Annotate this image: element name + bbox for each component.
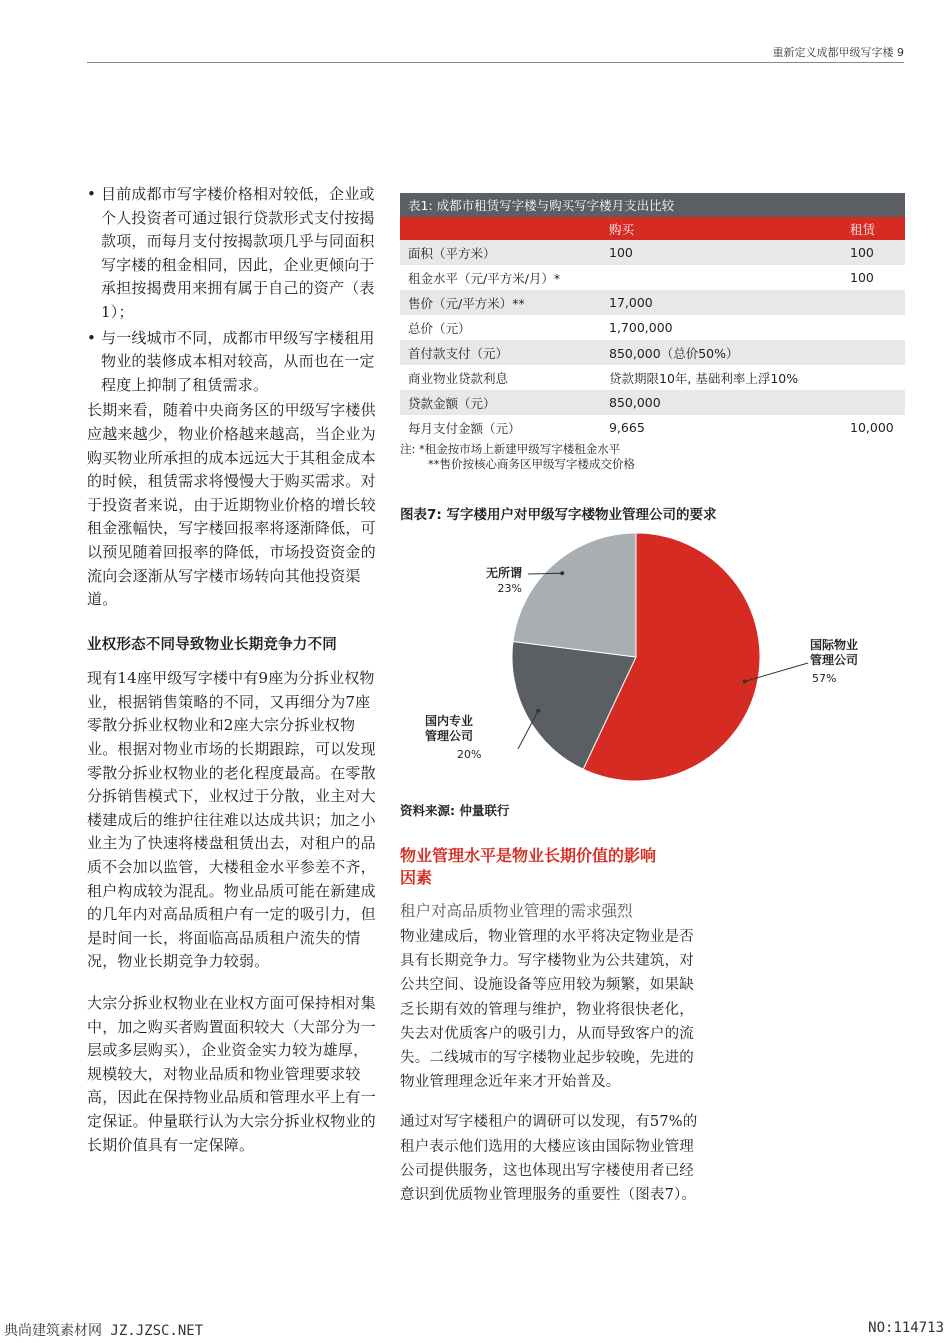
table-row	[400, 340, 905, 365]
leader-domestic-dot	[536, 709, 540, 713]
row-label: 贷款金额（元）	[400, 390, 601, 415]
row-rent: 10,000	[842, 415, 905, 440]
label-international-line2: 管理公司	[810, 653, 859, 667]
bullet-item-2: • 与一线城市不同，成都市甲级写字楼租用物业的装修成本相对较高，从而也在一定程度上抑制了租赁需求。	[87, 327, 383, 398]
paragraph-management: 物业建成后，物业管理的水平将决定物业是否具有长期竞争力。写字楼物业为公共建筑，对公共空间、设施设备等应用较为频繁，如果缺乏长期有效的管理与维护，物业将很快老化，失去对优质客户的吸引力，从而导致客户的流失。二线城市的写字楼物业起步较晚，先进的物业管理理念近年来才开始普及。	[400, 929, 694, 1091]
header-empty-cell	[400, 217, 601, 240]
table-title-row	[400, 193, 905, 217]
row-rent	[842, 315, 905, 340]
label-domestic-pct: 20%	[457, 748, 482, 761]
row-buy: 850,000（总价50%）	[601, 340, 842, 365]
row-rent: 100	[842, 240, 905, 265]
leader-indifferent-dot	[560, 571, 564, 575]
label-domestic	[425, 714, 481, 762]
figure-source: 资料来源: 仲量联行	[400, 803, 510, 818]
footer-watermark: 典尚建筑素材网 JZ.JZSC.NET	[4, 1323, 204, 1339]
row-rent: 100	[842, 265, 905, 290]
page-number: 9	[897, 46, 904, 59]
left-column	[87, 183, 383, 1157]
label-indifferent	[440, 566, 522, 596]
row-rent	[842, 390, 905, 415]
row-label: 面积（平方米）	[400, 240, 601, 265]
running-header	[773, 44, 905, 60]
label-international-pct: 57%	[812, 672, 837, 685]
leader-international-dot	[743, 679, 747, 683]
row-label: 总价（元）	[400, 315, 601, 340]
row-rent	[842, 365, 905, 390]
table-title: 表1: 成都市租赁写字楼与购买写字楼月支出比较	[400, 193, 905, 217]
section-heading-line1: 物业管理水平是物业长期价值的影响	[400, 846, 657, 865]
section-heading-line2: 因素	[400, 868, 433, 887]
right-text-block	[400, 845, 905, 1207]
table-row	[400, 315, 905, 340]
label-domestic-line2: 管理公司	[425, 729, 474, 743]
row-rent	[842, 290, 905, 315]
table-header-row	[400, 217, 905, 240]
paragraph-long-term: 长期来看，随着中央商务区的甲级写字楼供应越来越少，物业价格越来越高，当企业为购买物业所承担的成本远远大于其租金成本的时候，租赁需求将慢慢大于购买需求。对于投资者来说，由于近期物业价格的增长较租金涨幅快，写字楼回报率将逐渐降低，可以预见随着回报率的降低，市场投资资金的流向会逐渐从写字楼市场转向其他投资渠道。	[87, 401, 376, 609]
paragraph-ownership: 现有14座甲级写字楼中有9座为分拆业权物业，根据销售策略的不同，又再细分为7座零散分拆业权物业和2座大宗分拆业权物业。根据对物业市场的长期跟踪，可以发现零散分拆业权物业的老化程度最高。在零散分拆销售模式下，业权过于分散，业主对大楼建成后的维护往往难以达成共识；加之小业主为了快速将楼盘租赁出去，对租户的品质不会加以监管，大楼租金水平参差不齐，租户构成较为混乱。物业品质可能在新建成的几年内对高品质租户有一定的吸引力，但是时间一长，将面临高品质租户流失的情况，物业长期竞争力较弱。	[87, 669, 376, 971]
comparison-table	[400, 193, 905, 440]
label-domestic-line1: 国内专业	[425, 714, 474, 728]
header-title: 重新定义成都甲级写字楼	[772, 46, 894, 59]
header-rent: 租赁	[842, 217, 905, 240]
table-note-2: **售价按核心商务区甲级写字楼成交价格	[428, 457, 635, 471]
table-note-1: 注: *租金按市场上新建甲级写字楼租金水平	[400, 442, 621, 456]
table-row	[400, 290, 905, 315]
label-indifferent-pct: 23%	[497, 582, 522, 595]
row-label: 商业物业贷款利息	[400, 365, 601, 390]
row-rent	[842, 340, 905, 365]
leader-indifferent	[528, 573, 562, 574]
footer-number: NO:114713	[868, 1320, 944, 1336]
label-international-line1: 国际物业	[810, 638, 859, 652]
row-buy: 贷款期限10年, 基础利率上浮10%	[601, 365, 842, 390]
figure-title: 图表7: 写字楼用户对甲级写字楼物业管理公司的要求	[400, 507, 717, 523]
table-row	[400, 365, 905, 390]
comparison-table-block	[400, 193, 905, 472]
row-buy: 9,665	[601, 415, 842, 440]
row-label: 每月支付金额（元）	[400, 415, 601, 440]
section-subheading: 租户对高品质物业管理的需求强烈	[400, 902, 633, 920]
figure-7	[400, 503, 905, 823]
paragraph-bulk-ownership: 大宗分拆业权物业在业权方面可保持相对集中，加之购买者购置面积较大（大部分为一层或多层购买），企业资金实力较为雄厚，规模较大，对物业品质和物业管理要求较高，因此在保持物业品质和管理水平上有一定保证。仲量联行认为大宗分拆业权物业的长期价值具有一定保障。	[87, 994, 376, 1154]
row-label: 售价（元/平方米）**	[400, 290, 601, 315]
table-row	[400, 265, 905, 290]
row-buy: 850,000	[601, 390, 842, 415]
bullet-item-1: • 目前成都市写字楼价格相对较低，企业或个人投资者可通过银行贷款形式支付按揭款项，而每月支付按揭款项几乎与同面积写字楼的租金相同，因此，企业更倾向于承担按揭费用来拥有属于自己的资产（表1）；	[87, 183, 383, 325]
table-row	[400, 240, 905, 265]
row-label: 租金水平（元/平方米/月）*	[400, 265, 601, 290]
row-buy	[601, 265, 842, 290]
table-row	[400, 415, 905, 440]
section-subheading: 业权形态不同导致物业长期竞争力不同	[87, 636, 337, 653]
label-indifferent-name: 无所谓	[485, 566, 522, 580]
paragraph-survey: 通过对写字楼租户的调研可以发现，有57%的租户表示他们选用的大楼应该由国际物业管理公司提供服务，这也体现出写字楼使用者已经意识到优质物业管理服务的重要性（图表7）。	[400, 1114, 698, 1204]
header-buy: 购买	[601, 217, 842, 240]
table-row	[400, 390, 905, 415]
row-label: 首付款支付（元）	[400, 340, 601, 365]
pie-slice-indifferent	[513, 533, 636, 657]
header-rule	[87, 62, 904, 63]
row-buy: 1,700,000	[601, 315, 842, 340]
row-buy: 17,000	[601, 290, 842, 315]
label-international	[810, 638, 858, 686]
row-buy: 100	[601, 240, 842, 265]
